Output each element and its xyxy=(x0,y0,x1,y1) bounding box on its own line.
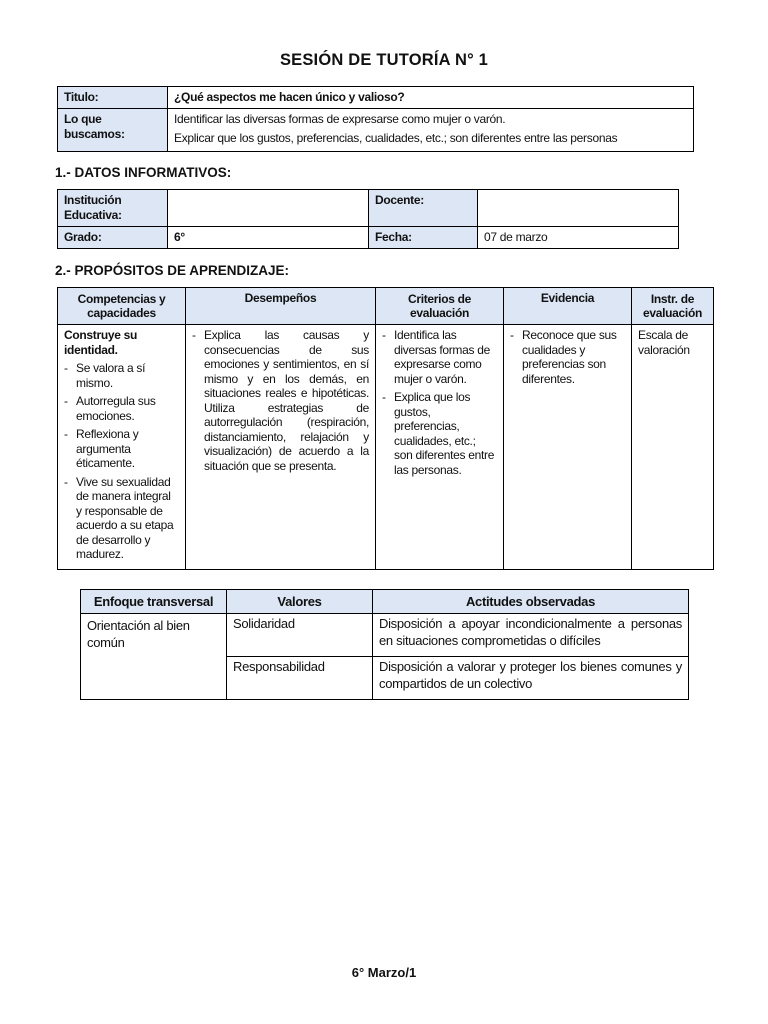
criterios-cell xyxy=(376,325,504,570)
header-evidencia: Evidencia xyxy=(504,288,632,325)
buscamos-line-1: Identificar las diversas formas de expresarse como mujer o varón. xyxy=(174,112,506,126)
header-instrumento: Instr. de evaluación xyxy=(632,288,714,325)
evidencia-list xyxy=(510,328,625,386)
list-item: - Explica que los gustos, preferencias, cualidades, etc.; son diferentes entre las personas. xyxy=(382,390,497,477)
competencias-cell xyxy=(58,325,186,570)
header-valores: Valores xyxy=(227,590,373,614)
enfoque-value: Orientación al bien común xyxy=(81,614,227,700)
evidencia-cell xyxy=(504,325,632,570)
datos-informativos-table xyxy=(57,189,679,249)
header-competencias: Competencias y capacidades xyxy=(58,288,186,325)
instrumento-cell: Escala de valoración xyxy=(632,325,714,570)
valor-solidaridad: Solidaridad xyxy=(227,614,373,657)
desempenos-cell xyxy=(186,325,376,570)
actitud-responsabilidad: Disposición a valorar y proteger los bienes comunes y compartidos de un colectivo xyxy=(373,657,689,700)
valor-responsabilidad: Responsabilidad xyxy=(227,657,373,700)
header-criterios: Criterios de evaluación xyxy=(376,288,504,325)
institucion-label: Institución Educativa: xyxy=(58,190,168,227)
list-item: - Autorregula sus emociones. xyxy=(64,394,179,423)
grado-value: 6° xyxy=(168,227,369,249)
actitud-solidaridad: Disposición a apoyar incondicionalmente a personas en situaciones comprometidas o difíciles xyxy=(373,614,689,657)
list-item: - Explica las causas y consecuencias de sus emociones y sentimientos, en sí mismo y en los demás, en situaciones reales e hipotéticas. Utiliza estrategias de autorregulación (respiración, distanciamiento, relajación y visualización) de acuerdo a la situación que se presenta. xyxy=(192,328,369,473)
capacidades-list xyxy=(64,361,179,562)
desempenos-list xyxy=(192,328,369,473)
page-footer: 6° Marzo/1 xyxy=(351,965,417,980)
competencia-title: Construye su identidad. xyxy=(64,328,138,357)
session-header-table xyxy=(57,86,694,152)
titulo-label: Titulo: xyxy=(58,87,168,109)
institucion-value xyxy=(168,190,369,227)
header-enfoque: Enfoque transversal xyxy=(81,590,227,614)
list-item: - Vive su sexualidad de manera integral y responsable de acuerdo a su etapa de desarrollo y madurez. xyxy=(64,475,179,562)
criterios-list xyxy=(382,328,497,477)
list-item: - Identifica las diversas formas de expresarse como mujer o varón. xyxy=(382,328,497,386)
section-1-heading: 1.- DATOS INFORMATIVOS: xyxy=(55,165,232,180)
docente-value xyxy=(478,190,679,227)
propositos-table xyxy=(57,287,714,570)
buscamos-label: Lo que buscamos: xyxy=(58,109,168,152)
titulo-value: ¿Qué aspectos me hacen único y valioso? xyxy=(168,87,694,109)
fecha-label: Fecha: xyxy=(369,227,478,249)
enfoque-table xyxy=(80,589,689,700)
list-item: - Reflexiona y argumenta éticamente. xyxy=(64,427,179,471)
docente-label: Docente: xyxy=(369,190,478,227)
section-2-heading: 2.- PROPÓSITOS DE APRENDIZAJE: xyxy=(55,263,290,278)
list-item: - Se valora a sí mismo. xyxy=(64,361,179,390)
buscamos-line-2: Explicar que los gustos, preferencias, cualidades, etc.; son diferentes entre las personas xyxy=(174,131,618,145)
page-title: SESIÓN DE TUTORÍA N° 1 xyxy=(279,51,489,69)
list-item: - Reconoce que sus cualidades y preferencias son diferentes. xyxy=(510,328,625,386)
grado-label: Grado: xyxy=(58,227,168,249)
fecha-value: 07 de marzo xyxy=(478,227,679,249)
header-desempenos: Desempeños xyxy=(186,288,376,325)
buscamos-value xyxy=(168,109,694,152)
header-actitudes: Actitudes observadas xyxy=(373,590,689,614)
